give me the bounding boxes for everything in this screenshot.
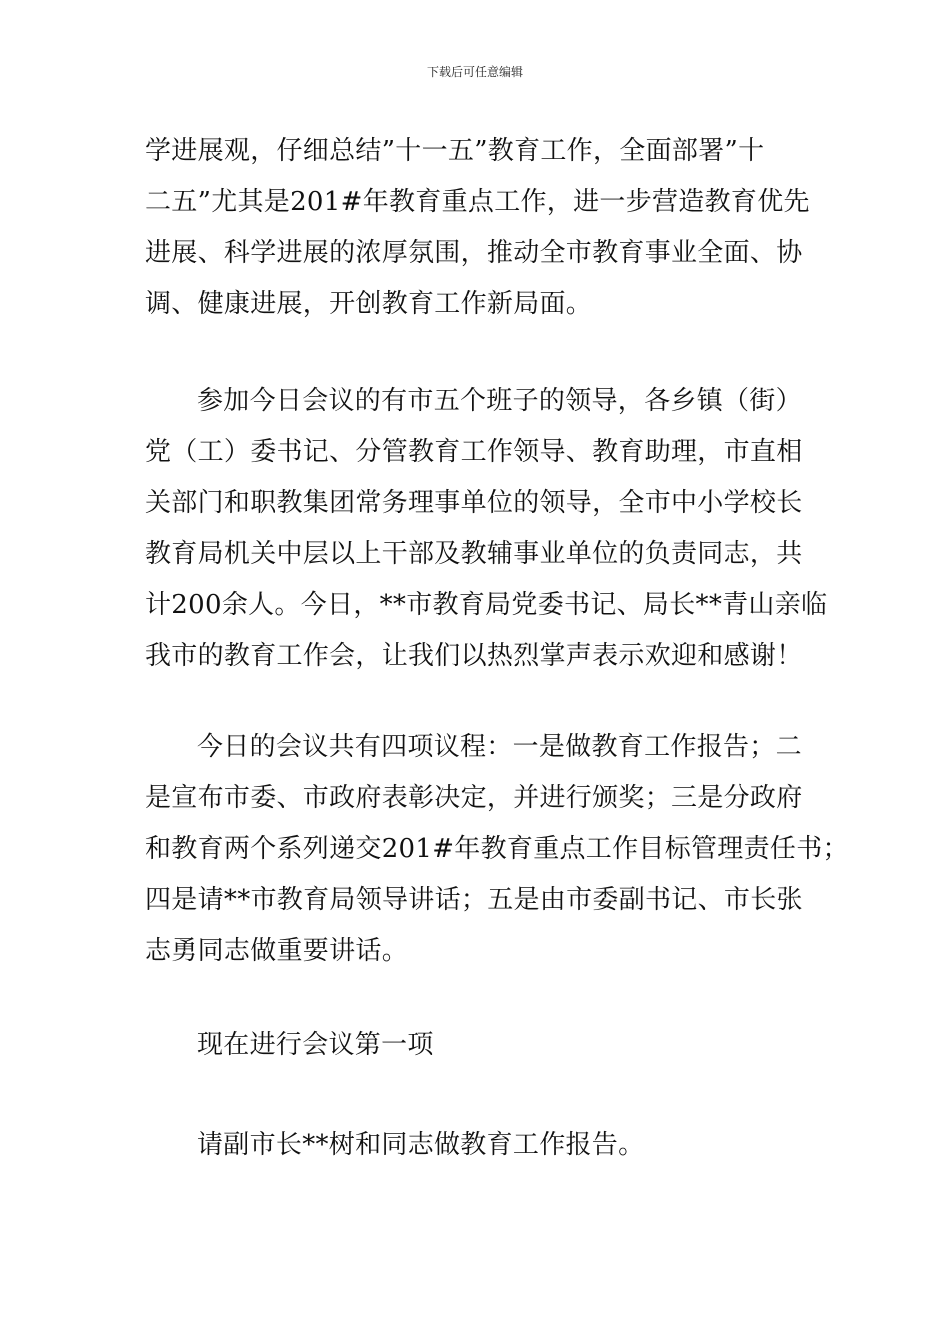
paragraph-line: 计200余人。今日，**市教育局党委书记、局长**青山亲临: [145, 590, 828, 620]
paragraph-line: 学进展观，仔细总结”十一五”教育工作，全面部署”十: [145, 136, 765, 166]
paragraph-line: 四是请**市教育局领导讲话；五是由市委副书记、市长张: [145, 885, 803, 915]
paragraph-2: [145, 376, 835, 682]
paragraph-1: [145, 126, 835, 330]
paragraph-line: 今日的会议共有四项议程：一是做教育工作报告；二: [197, 732, 802, 762]
page-header-note: 下载后可任意编辑: [426, 65, 523, 79]
paragraph-4: [145, 1020, 835, 1071]
paragraph-line: 请副市长**树和同志做教育工作报告。: [197, 1130, 645, 1160]
paragraph-line: 进展、科学进展的浓厚氛围，推动全市教育事业全面、协: [145, 238, 803, 268]
paragraph-line: 和教育两个系列递交201#年教育重点工作目标管理责任书；: [145, 834, 849, 864]
paragraph-line: 参加今日会议的有市五个班子的领导，各乡镇（街）: [197, 386, 802, 416]
paragraph-line: 调、健康进展，开创教育工作新局面。: [145, 289, 593, 319]
paragraph-3: [145, 722, 849, 977]
paragraph-line: 现在进行会议第一项: [197, 1030, 434, 1060]
paragraph-5: [145, 1120, 835, 1171]
paragraph-line: 二五”尤其是201#年教育重点工作，进一步营造教育优先: [145, 187, 810, 217]
paragraph-line: 关部门和职教集团常务理事单位的领导，全市中小学校长: [145, 488, 803, 518]
paragraph-line: 我市的教育工作会，让我们以热烈掌声表示欢迎和感谢！: [145, 641, 803, 671]
paragraph-line: 党（工）委书记、分管教育工作领导、教育助理，市直相: [145, 437, 803, 467]
paragraph-line: 教育局机关中层以上干部及教辅事业单位的负责同志，共: [145, 539, 803, 569]
paragraph-line: 志勇同志做重要讲话。: [145, 936, 409, 966]
paragraph-line: 是宣布市委、市政府表彰决定，并进行颁奖；三是分政府: [145, 783, 803, 813]
